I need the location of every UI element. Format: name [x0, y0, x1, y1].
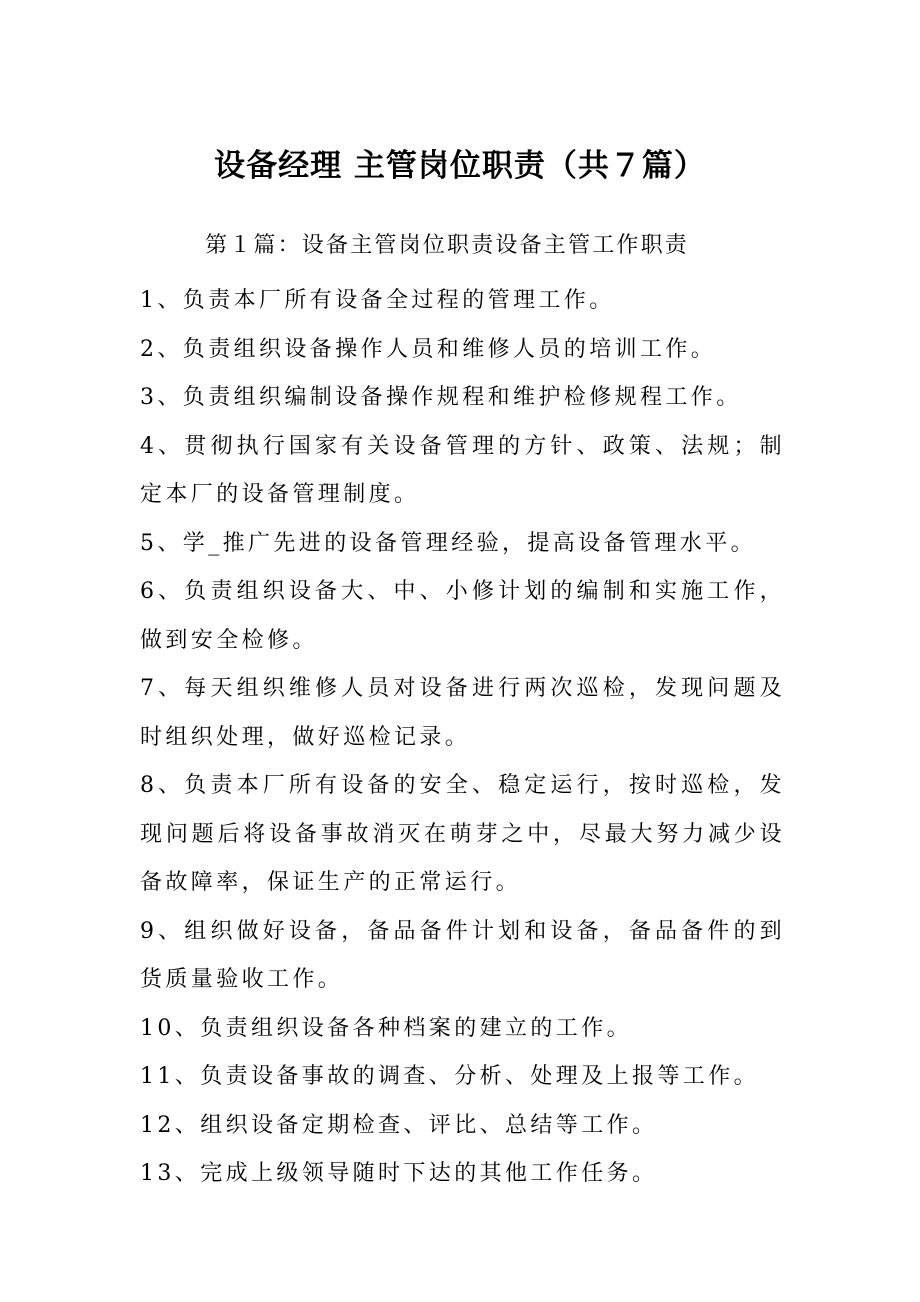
duty-item-11: 11、负责设备事故的调查、分析、处理及上报等工作。 — [140, 1064, 759, 1089]
duty-item-7: 7、每天组织维修人员对设备进行两次巡检，发现问题及时组织处理，做好巡检记录。 — [140, 676, 785, 750]
duty-item-2: 2、负责组织设备操作人员和维修人员的培训工作。 — [140, 336, 717, 362]
duty-item-5: 5、学_推广先进的设备管理经验，提高设备管理水平。 — [140, 530, 756, 556]
duty-item-8: 8、负责本厂所有设备的安全、稳定运行，按时巡检，发现问题后将设备事故消灭在萌芽之中，尽最大努力减少设备故障率，保证生产的正常运行。 — [140, 773, 785, 895]
duty-item-1: 1、负责本厂所有设备全过程的管理工作。 — [140, 288, 615, 313]
duty-item-12: 12、组织设备定期检查、评比、总结等工作。 — [140, 1112, 658, 1138]
duty-item-4: 4、贯彻执行国家有关设备管理的方针、政策、法规；制定本厂的设备管理制度。 — [140, 433, 785, 507]
document-body — [140, 277, 785, 1199]
section-heading: 第１篇：设备主管岗位职责设备主管工作职责 — [205, 233, 690, 258]
page-title: 设备经理 主管岗位职责（共７篇） — [214, 148, 706, 184]
duty-item-6: 6、负责组织设备大、中、小修计划的编制和实施工作，做到安全检修。 — [140, 579, 785, 653]
duty-item-13: 13、完成上级领导随时下达的其他工作任务。 — [140, 1161, 658, 1186]
duty-item-3: 3、负责组织编制设备操作规程和维护检修规程工作。 — [140, 385, 742, 410]
duty-item-9: 9、组织做好设备，备品备件计划和设备，备品备件的到货质量验收工作。 — [140, 918, 785, 992]
duty-item-10: 10、负责组织设备各种档案的建立的工作。 — [140, 1015, 632, 1041]
